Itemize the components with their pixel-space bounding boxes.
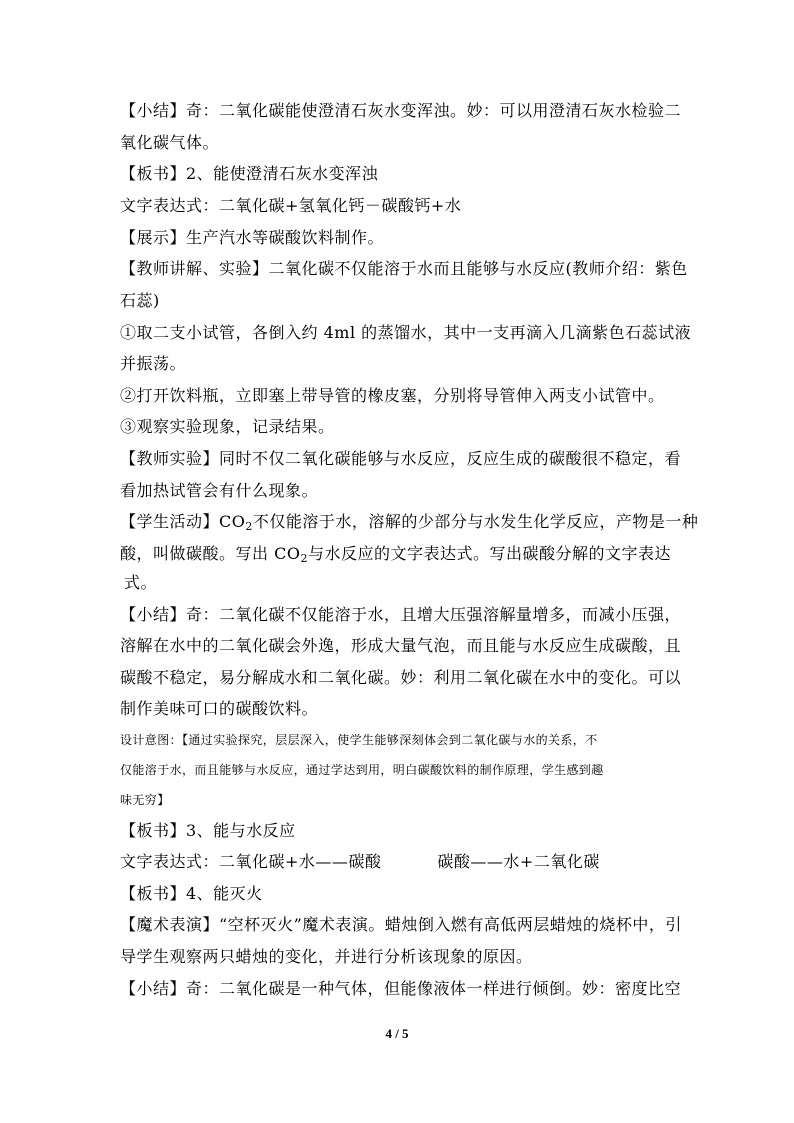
teacher-experiment-line-1: 【教师实验】同时不仅二氧化碳能够与水反应，反应生成的碳酸很不稳定，看 bbox=[120, 449, 682, 468]
summary2-line-2: 溶解在水中的二氧化碳会外逸，形成大量气泡，而且能与水反应生成碳酸，且 bbox=[120, 636, 682, 655]
equation-decomposition: 碳酸——水+二氧化碳 bbox=[437, 852, 600, 871]
equation-formation: 文字表达式：二氧化碳+水——碳酸 bbox=[120, 852, 382, 871]
word-equation-1: 文字表达式：二氧化碳+氢氧化钙－碳酸钙+水 bbox=[120, 196, 462, 215]
text-segment: 不仅能溶于水，溶解的少部分与水发生化学反应，产物是一种 bbox=[252, 512, 699, 531]
subscript: 2 bbox=[245, 520, 253, 533]
step-2-line: ②打开饮料瓶，立即塞上带导管的橡皮塞，分别将导管伸入两支小试管中。 bbox=[120, 386, 665, 405]
summary2-line-3: 碳酸不稳定，易分解成水和二氧化碳。妙：利用二氧化碳在水中的变化。可以 bbox=[120, 668, 682, 687]
summary3-line-1: 【小结】奇：二氧化碳是一种气体，但能像液体一样进行倾倒。妙：密度比空 bbox=[120, 979, 682, 998]
text-segment: 酸，叫做碳酸。写出 CO bbox=[120, 544, 301, 563]
board-note-3: 【板书】3、能与水反应 bbox=[120, 821, 296, 840]
page-number: 4 / 5 bbox=[385, 1026, 409, 1041]
board-note-4: 【板书】4、能灭火 bbox=[120, 884, 263, 903]
student-activity-line-2 bbox=[120, 543, 680, 570]
step-1-line-2: 并振荡。 bbox=[120, 354, 187, 373]
summary2-line-4: 制作美味可口的碳酸饮料。 bbox=[120, 699, 319, 718]
design-intent-line-1: 设计意图：【通过实验探究，层层深入，使学生能够深刻体会到二氧化碳与水的关系，不 bbox=[120, 733, 598, 747]
summary2-line-1: 【小结】奇：二氧化碳不仅能溶于水，且增大压强溶解量增多，而减小压强， bbox=[120, 605, 682, 624]
design-intent-line-2: 仅能溶于水，而且能够与水反应，通过学达到用，明白碳酸饮料的制作原理，学生感到趣 bbox=[120, 763, 604, 777]
teacher-experiment-line-2: 看加热试管会有什么现象。 bbox=[120, 481, 319, 500]
word-equation-2 bbox=[120, 851, 680, 873]
student-activity-line-3: 式。 bbox=[124, 573, 158, 592]
display-line: 【展示】生产汽水等碳酸饮料制作。 bbox=[120, 228, 385, 247]
magic-show-line-2: 导学生观察两只蜡烛的变化，并进行分析该现象的原因。 bbox=[120, 947, 533, 966]
step-3-line: ③观察实验现象，记录结果。 bbox=[120, 417, 335, 436]
magic-show-line-1: 【魔术表演】“空杯灭火”魔术表演。蜡烛倒入燃有高低两层蜡烛的烧杯中，引 bbox=[120, 915, 682, 934]
text-segment: 【学生活动】CO bbox=[120, 512, 246, 531]
summary-line-2: 氧化碳气体。 bbox=[120, 133, 220, 152]
board-note-2: 【板书】2、能使澄清石灰水变浑浊 bbox=[120, 164, 379, 183]
teacher-explain-line-1: 【教师讲解、实验】二氧化碳不仅能溶于水而且能够与水反应(教师介绍：紫色 bbox=[120, 259, 688, 278]
subscript: 2 bbox=[300, 552, 308, 565]
design-intent-line-3: 味无穷】 bbox=[120, 793, 170, 807]
teacher-explain-line-2: 石蕊) bbox=[120, 291, 160, 310]
text-segment: 与水反应的文字表达式。写出碳酸分解的文字表达 bbox=[307, 544, 671, 563]
step-1-line-1: ①取二支小试管，各倒入约 4ml 的蒸馏水，其中一支再滴入几滴紫色石蕊试液 bbox=[120, 323, 692, 342]
summary-line-1: 【小结】奇：二氧化碳能使澄清石灰水变浑浊。妙：可以用澄清石灰水检验二 bbox=[120, 101, 682, 120]
student-activity-line-1 bbox=[120, 511, 699, 538]
